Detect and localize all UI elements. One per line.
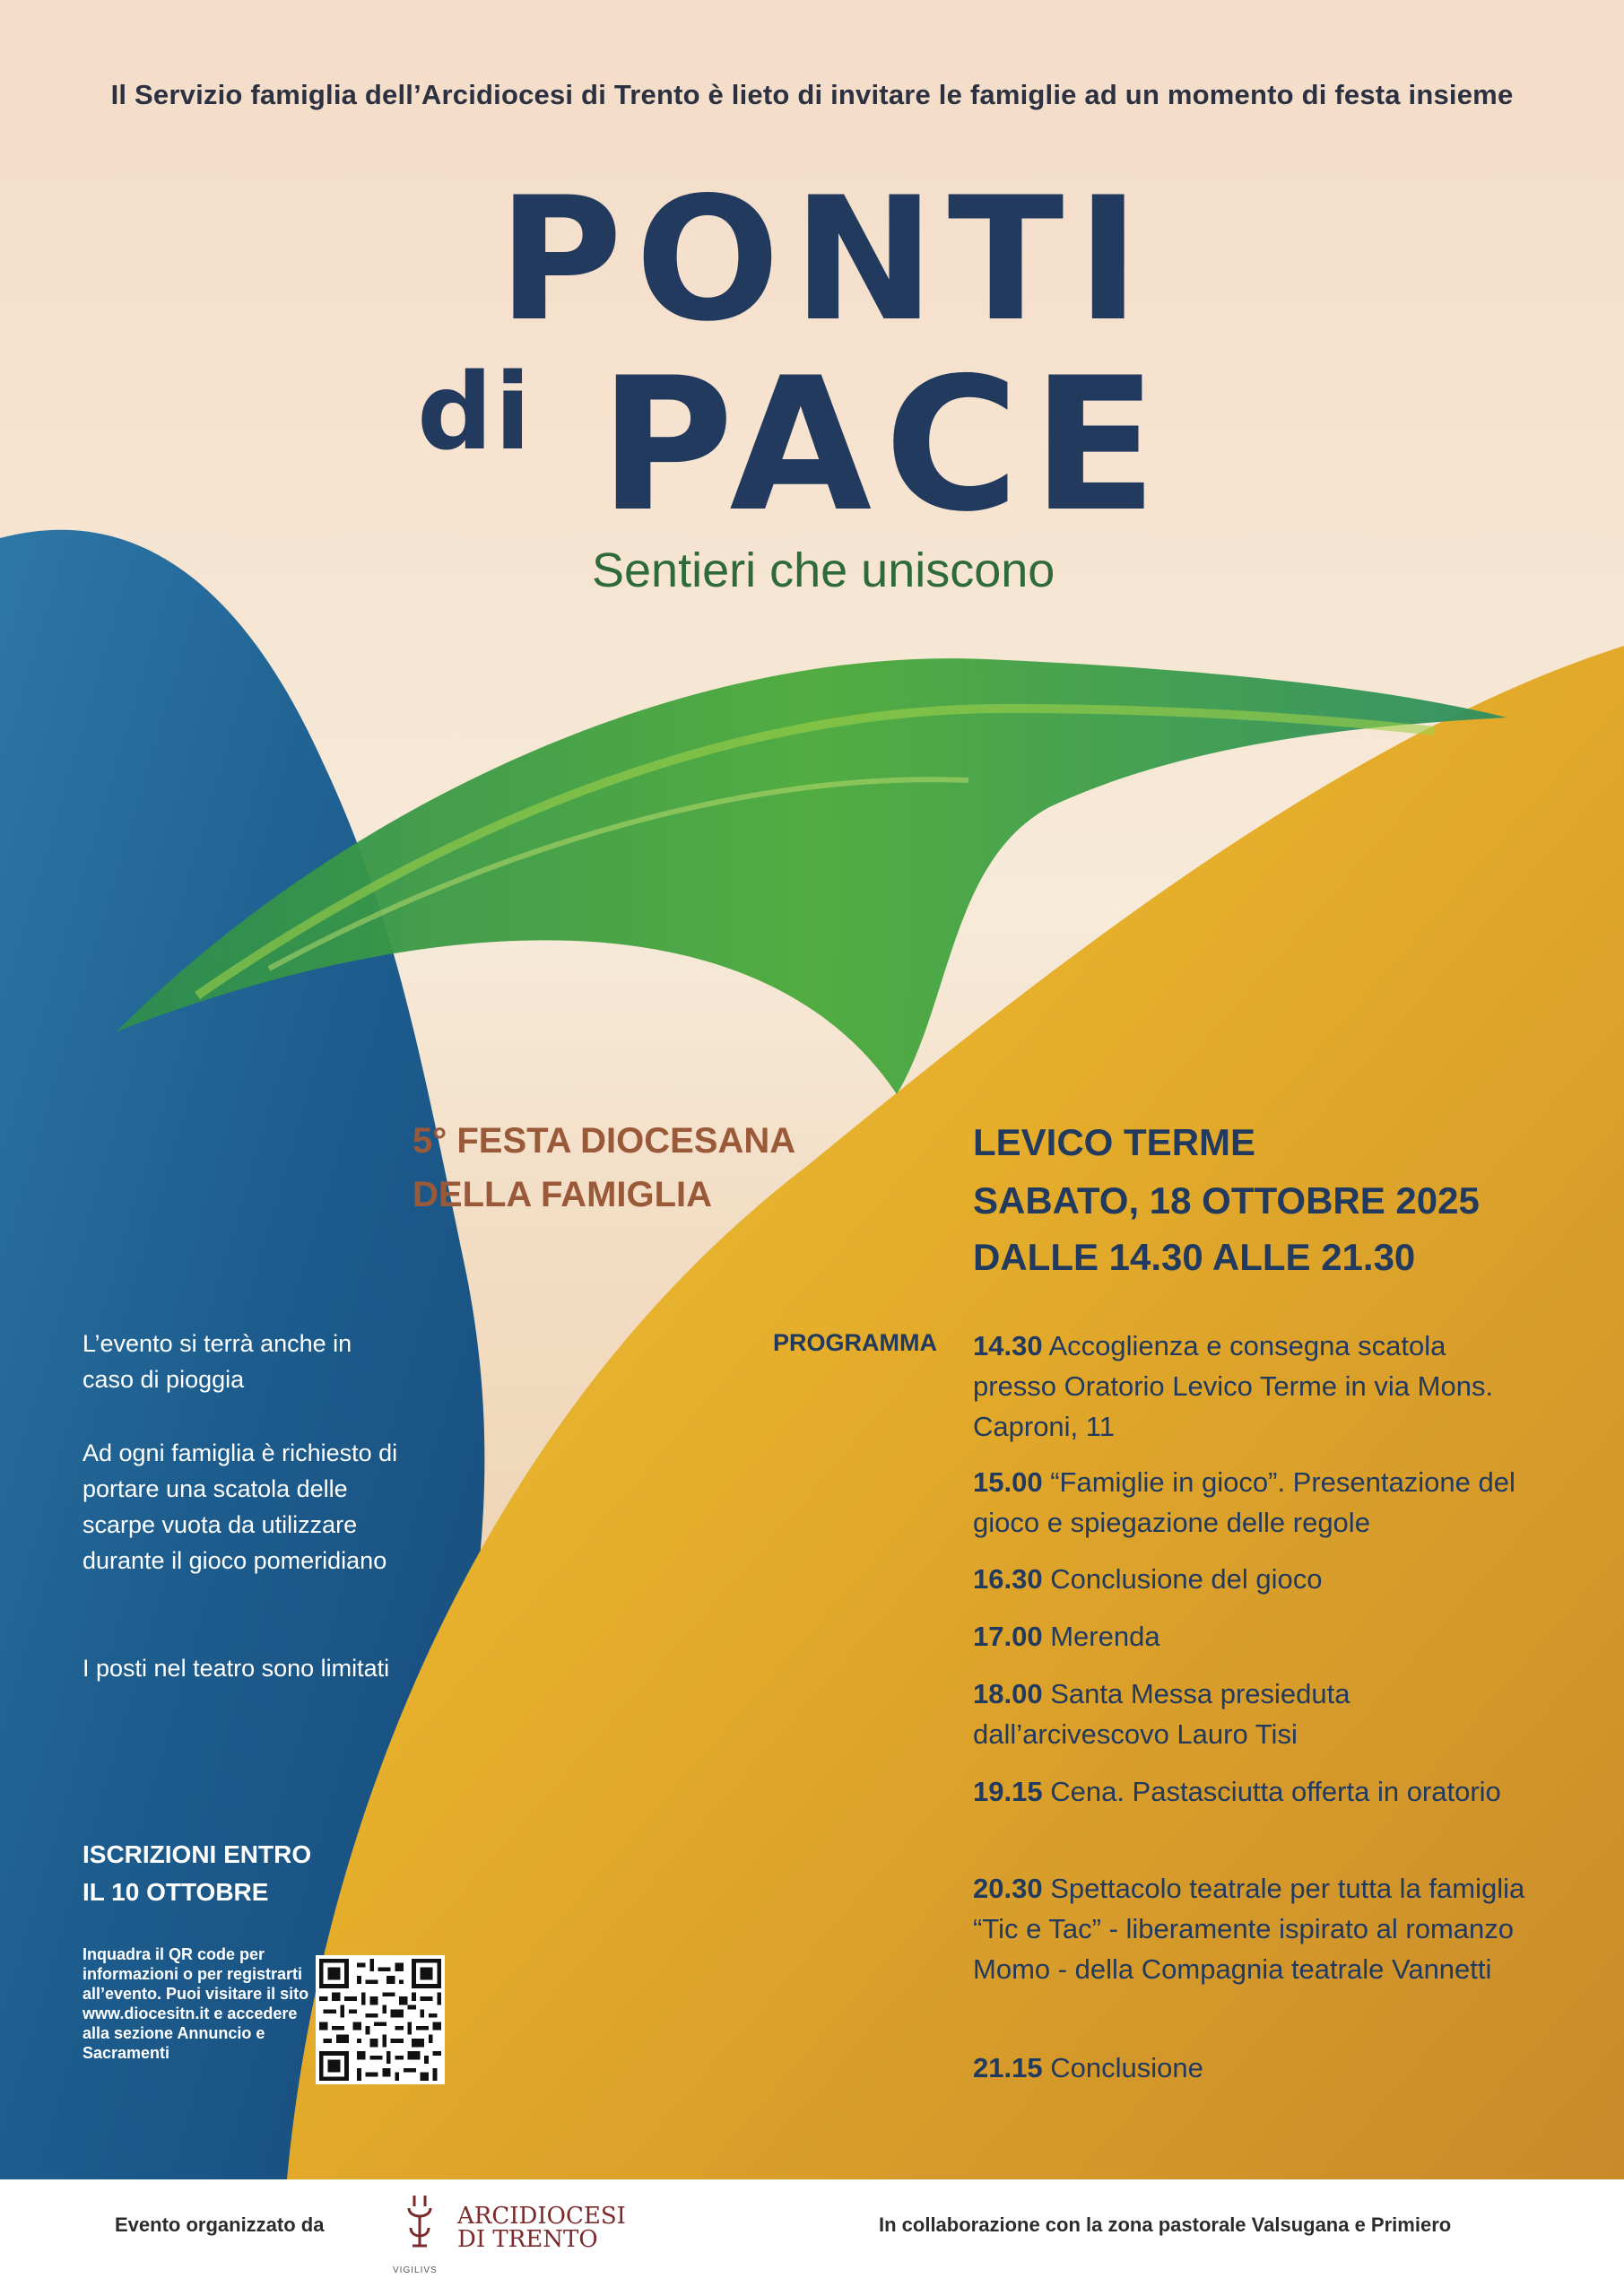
program-time: 20.30 — [973, 1873, 1043, 1904]
diocese-name-line-1: ARCIDIOCESI — [457, 2203, 626, 2230]
organized-by-label: Evento organizzato da — [115, 2213, 325, 2236]
intro-text: Il Servizio famiglia dell’Arcidiocesi di Trento è lieto di invitare le famiglie ad un momento di festa insieme — [110, 79, 1514, 110]
qr-code-image — [319, 1959, 441, 2081]
subtitle: Sentieri che uniscono — [592, 544, 1055, 597]
title-di: di — [417, 350, 533, 474]
program-item — [973, 1462, 1529, 1543]
diocese-name-line-2: DI TRENTO — [457, 2226, 598, 2253]
diocese-logo-icon — [402, 2192, 438, 2262]
program-item — [973, 1868, 1529, 1989]
diocese-motto: VIGILIVS — [393, 2266, 438, 2275]
program-text: Conclusione — [1050, 2052, 1203, 2083]
program-item — [973, 1326, 1529, 1447]
qr-instructions: Inquadra il QR code per informazioni o per registrarti all’evento. Puoi visitare il sito www.diocesitn.it e accedere alla sezione Annuncio e Sacramenti — [83, 1945, 309, 2062]
programma-label: PROGRAMMA — [773, 1329, 937, 1356]
collaboration-text: In collaborazione con la zona pastorale Valsugana e Primiero — [879, 2213, 1452, 2236]
event-hours: DALLE 14.30 ALLE 21.30 — [973, 1236, 1416, 1278]
note-shoebox: Ad ogni famiglia è richiesto di portare una scatola delle scarpe vuota da utilizzare durante il gioco pomeridiano — [83, 1439, 398, 1574]
program-text: “Famiglie in gioco”. Presentazione del gioco e spiegazione delle regole — [973, 1466, 1515, 1538]
program-item — [973, 1559, 1529, 1599]
registration-line-1: ISCRIZIONI ENTRO — [83, 1840, 312, 1868]
program-text: Conclusione del gioco — [1050, 1563, 1323, 1595]
program-item — [973, 1616, 1529, 1657]
program-item — [973, 1674, 1529, 1754]
event-date: SABATO, 18 OTTOBRE 2025 — [973, 1179, 1480, 1222]
program-text: Merenda — [1050, 1621, 1160, 1652]
registration-line-2: IL 10 OTTOBRE — [83, 1878, 269, 1906]
footer — [0, 2179, 1624, 2296]
program-time: 18.00 — [973, 1678, 1043, 1709]
festa-line-2: DELLA FAMIGLIA — [413, 1175, 713, 1214]
program-time: 16.30 — [973, 1563, 1043, 1595]
program-item — [973, 1771, 1529, 1812]
title-pace: PACE — [599, 339, 1170, 552]
program-text: Spettacolo teatrale per tutta la famiglia “Tic e Tac” - liberamente ispirato al romanzo Momo - della Compagnia teatrale Vannetti — [973, 1873, 1525, 1985]
program-time: 17.00 — [973, 1621, 1043, 1652]
diocese-name — [457, 2205, 626, 2251]
event-location: LEVICO TERME — [973, 1121, 1256, 1163]
program-item — [973, 2048, 1529, 2088]
program-text: Cena. Pastasciutta offerta in oratorio — [1050, 1776, 1501, 1807]
note-seats: I posti nel teatro sono limitati — [83, 1655, 390, 1682]
program-time: 21.15 — [973, 2052, 1043, 2083]
title-ponti: PONTI — [498, 161, 1153, 359]
program-time: 15.00 — [973, 1466, 1043, 1498]
festa-line-1: 5° FESTA DIOCESANA — [413, 1121, 796, 1161]
program-text: Santa Messa presieduta dall’arcivescovo Lauro Tisi — [973, 1678, 1350, 1750]
program-text: Accoglienza e consegna scatola presso Oratorio Levico Terme in via Mons. Caproni, 11 — [973, 1330, 1494, 1442]
qr-code[interactable] — [316, 1955, 445, 2084]
note-rain: L’evento si terrà anche in caso di pioggia — [83, 1330, 352, 1393]
program-time: 14.30 — [973, 1330, 1043, 1361]
program-time: 19.15 — [973, 1776, 1043, 1807]
